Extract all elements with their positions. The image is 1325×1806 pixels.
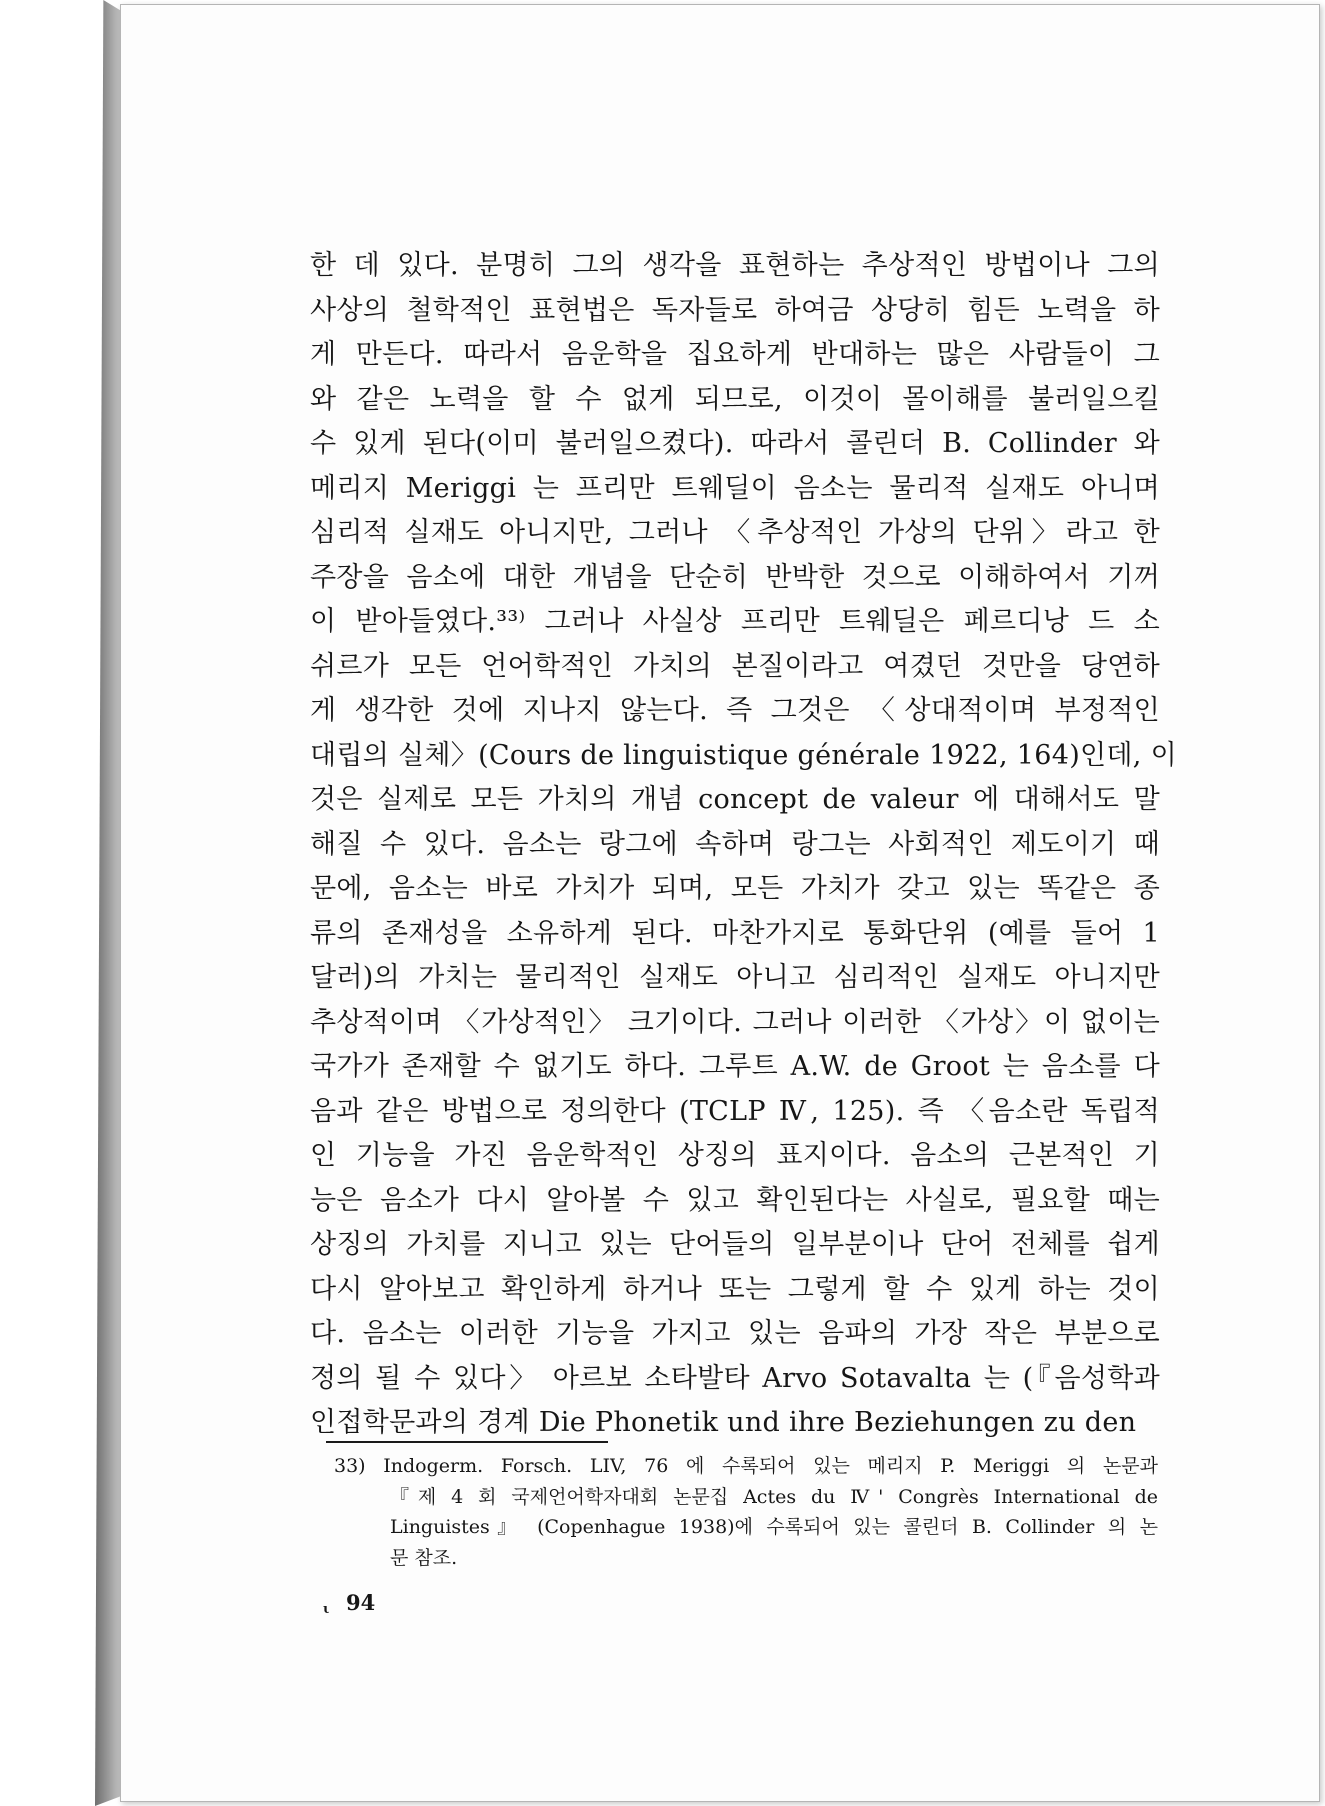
body-line: 상징의 가치를 지니고 있는 단어들의 일부분이나 단어 전체를 쉽게: [310, 1229, 1160, 1260]
body-line: 인 기능을 가진 음운학적인 상징의 표지이다. 음소의 근본적인 기: [310, 1140, 1160, 1171]
body-line: 달러)의 가치는 물리적인 실재도 아니고 심리적인 실재도 아니지만: [310, 962, 1160, 993]
body-line: 정의 될 수 있다〉 아르보 소타발타 Arvo Sotavalta 는 (『음성학과: [310, 1362, 1160, 1394]
body-line: 다. 음소는 이러한 기능을 가지고 있는 음파의 가장 작은 부분으로: [310, 1318, 1160, 1349]
body-text: [310, 244, 1177, 1446]
body-line: 수 있게 된다(이미 불러일으켰다). 따라서 콜린더 B. Collinder 와: [310, 428, 1160, 459]
body-line: 인접학문과의 경계 Die Phonetik und ihre Beziehungen zu den: [310, 1407, 1137, 1438]
body-line: 이 받아들였다.³³⁾ 그러나 사실상 프리만 트웨딜은 페르디낭 드 소: [310, 606, 1160, 637]
body-line: 한 데 있다. 분명히 그의 생각을 표현하는 추상적인 방법이나 그의: [310, 250, 1160, 281]
body-line: 능은 음소가 다시 알아볼 수 있고 확인된다는 사실로, 필요할 때는: [310, 1184, 1160, 1216]
body-line: 류의 존재성을 소유하게 된다. 마찬가지로 통화단위 (예를 들어 1: [310, 917, 1160, 949]
body-line: 국가가 존재할 수 없기도 하다. 그루트 A.W. de Groot 는 음소를 다: [310, 1051, 1160, 1082]
body-line: 게 만든다. 따라서 음운학을 집요하게 반대하는 많은 사람들이 그: [310, 339, 1160, 370]
body-line: 해질 수 있다. 음소는 랑그에 속하며 랑그는 사회적인 제도이기 때: [310, 828, 1160, 860]
footnote-line: 문 참조.: [390, 1546, 458, 1569]
footnote-line: Linguistes』 (Copenhague 1938)에 수록되어 있는 콜린더 B. Collinder 의 논: [390, 1516, 1158, 1538]
page-number: 94: [346, 1590, 376, 1615]
footnotes: [334, 1451, 1158, 1573]
body-line: 게 생각한 것에 지나지 않는다. 즉 그것은 〈상대적이며 부정적인: [310, 695, 1160, 726]
body-line: 와 같은 노력을 할 수 없게 되므로, 이것이 몰이해를 불러일으킬: [310, 383, 1160, 415]
footnote-line: 33) Indogerm. Forsch. LIV, 76 에 수록되어 있는 메리지 P. Meriggi 의 논문과: [334, 1455, 1158, 1477]
body-line: 메리지 Meriggi 는 프리만 트웨딜이 음소는 물리적 실재도 아니며: [310, 472, 1160, 504]
margin-mark: ι: [323, 1602, 330, 1617]
body-line: 쉬르가 모든 언어학적인 가치의 본질이라고 여겼던 것만을 당연하: [310, 650, 1160, 682]
body-line: 음과 같은 방법으로 정의한다 (TCLP Ⅳ, 125). 즉 〈음소란 독립적: [310, 1095, 1160, 1127]
footnote-separator: [326, 1441, 608, 1443]
body-line: 추상적이며 〈가상적인〉 크기이다. 그러나 이러한 〈가상〉이 없이는: [310, 1006, 1160, 1038]
body-line: 사상의 철학적인 표현법은 독자들로 하여금 상당히 힘든 노력을 하: [310, 294, 1160, 326]
body-line: 것은 실제로 모든 가치의 개념 concept de valeur 에 대해서도 말: [310, 784, 1160, 815]
body-line: 다시 알아보고 확인하게 하거나 또는 그렇게 할 수 있게 하는 것이: [310, 1273, 1160, 1305]
body-line: 문에, 음소는 바로 가치가 되며, 모든 가치가 갖고 있는 똑같은 종: [310, 873, 1160, 904]
body-line: 대립의 실체〉(Cours de linguistique générale 1922, 164)인데, 이: [310, 739, 1177, 771]
body-line: 심리적 실재도 아니지만, 그러나 〈추상적인 가상의 단위〉라고 한: [310, 517, 1160, 548]
footnote-line: 『제 4 회 국제언어학자대회 논문집 Actes du Ⅳ' Congrès International de: [390, 1485, 1158, 1508]
body-line: 주장을 음소에 대한 개념을 단순히 반박한 것으로 이해하여서 기꺼: [310, 561, 1160, 593]
